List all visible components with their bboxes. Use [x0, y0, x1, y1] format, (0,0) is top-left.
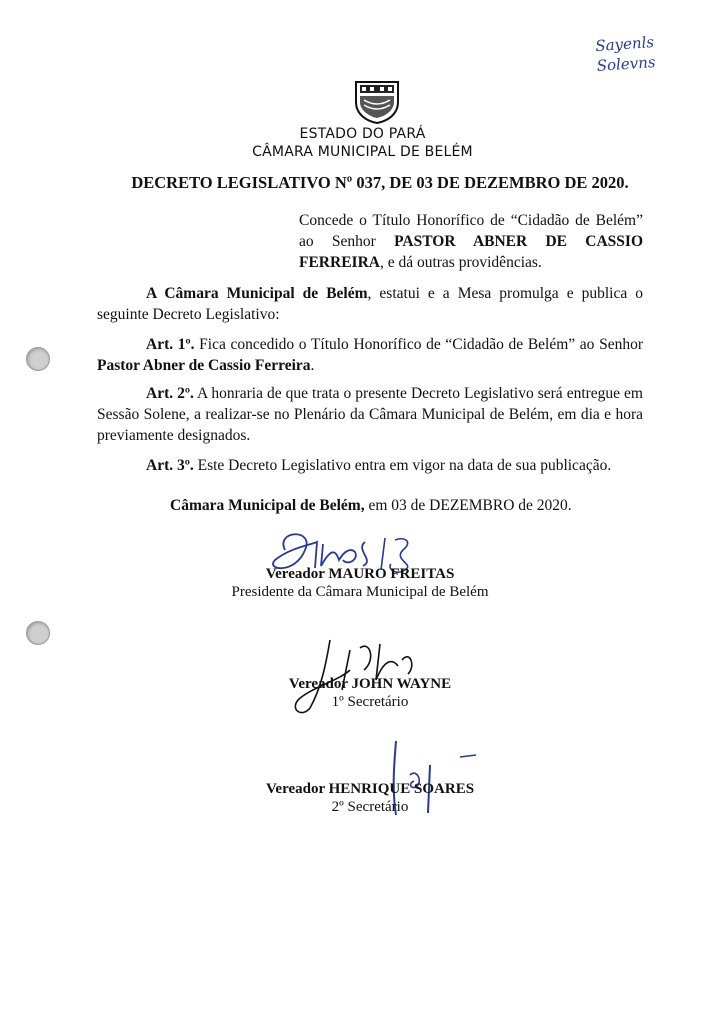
- article-1-text-b: .: [310, 357, 315, 374]
- closing: [170, 495, 650, 516]
- summary-text-b: , e dá outras providências.: [379, 254, 542, 271]
- header-chamber: CÂMARA MUNICIPAL DE BELÉM: [252, 144, 473, 160]
- article-3-label: Art. 3º.: [146, 457, 194, 474]
- signatory-2-name: Vereador JOHN WAYNE: [288, 676, 452, 692]
- article-2-label: Art. 2º.: [146, 385, 194, 402]
- article-1-label: Art. 1º.: [146, 336, 195, 353]
- header-state: ESTADO DO PARÁ: [299, 126, 426, 142]
- article-1-honoree-name: Pastor Abner de Cassio Ferreira: [97, 357, 311, 374]
- document-title: DECRETO LEGISLATIVO Nº 037, DE 03 DE DEZEMBRO DE 2020.: [131, 173, 629, 192]
- summary-text-a: Concede o Título Honorífico de “Cidadão de Belém” ao Senhor: [299, 212, 643, 250]
- preamble: [97, 283, 643, 325]
- signatory-1-role: Presidente da Câmara Municipal de Belém: [231, 584, 489, 600]
- punch-hole-upper: [26, 347, 50, 371]
- article-2-text: A honraria de que trata o presente Decreto Legislativo será entregue em Sessão Solene, a realizar-se no Plenário da Câmara Municipal de Belém, em dia e hora previamente designados.: [97, 385, 643, 444]
- preamble-bold: A Câmara Municipal de Belém: [146, 285, 368, 302]
- article-1-text-a: Fica concedido o Título Honorífico de “Cidadão de Belém” ao Senhor: [194, 336, 643, 353]
- signatory-3-name: Vereador HENRIQUE SOARES: [265, 781, 475, 797]
- signatory-2-role: 1º Secretário: [331, 694, 409, 710]
- summary: [299, 210, 643, 273]
- punch-hole-lower: [26, 621, 50, 645]
- signatory-3-role: 2º Secretário: [331, 799, 409, 815]
- article-3-text: Este Decreto Legislativo entra em vigor na data de sua publicação.: [193, 457, 612, 474]
- article-3: [97, 455, 643, 476]
- article-1: [97, 334, 643, 376]
- preamble-rest: , estatui e a Mesa promulga e publica o seguinte Decreto Legislativo:: [97, 285, 643, 323]
- handwritten-note-line2: Solevns: [596, 52, 657, 76]
- handwritten-note-line1: Sayenls: [594, 33, 655, 56]
- signatory-1-name: Vereador MAURO FREITAS: [265, 566, 455, 582]
- closing-bold: Câmara Municipal de Belém,: [170, 497, 365, 514]
- closing-rest: em 03 de DEZEMBRO de 2020.: [364, 497, 572, 514]
- coat-of-arms-seal: [352, 78, 402, 124]
- article-2: [97, 383, 643, 446]
- summary-honoree-name: PASTOR ABNER DE CASSIO FERREIRA: [299, 233, 643, 271]
- handwritten-note: [595, 32, 656, 76]
